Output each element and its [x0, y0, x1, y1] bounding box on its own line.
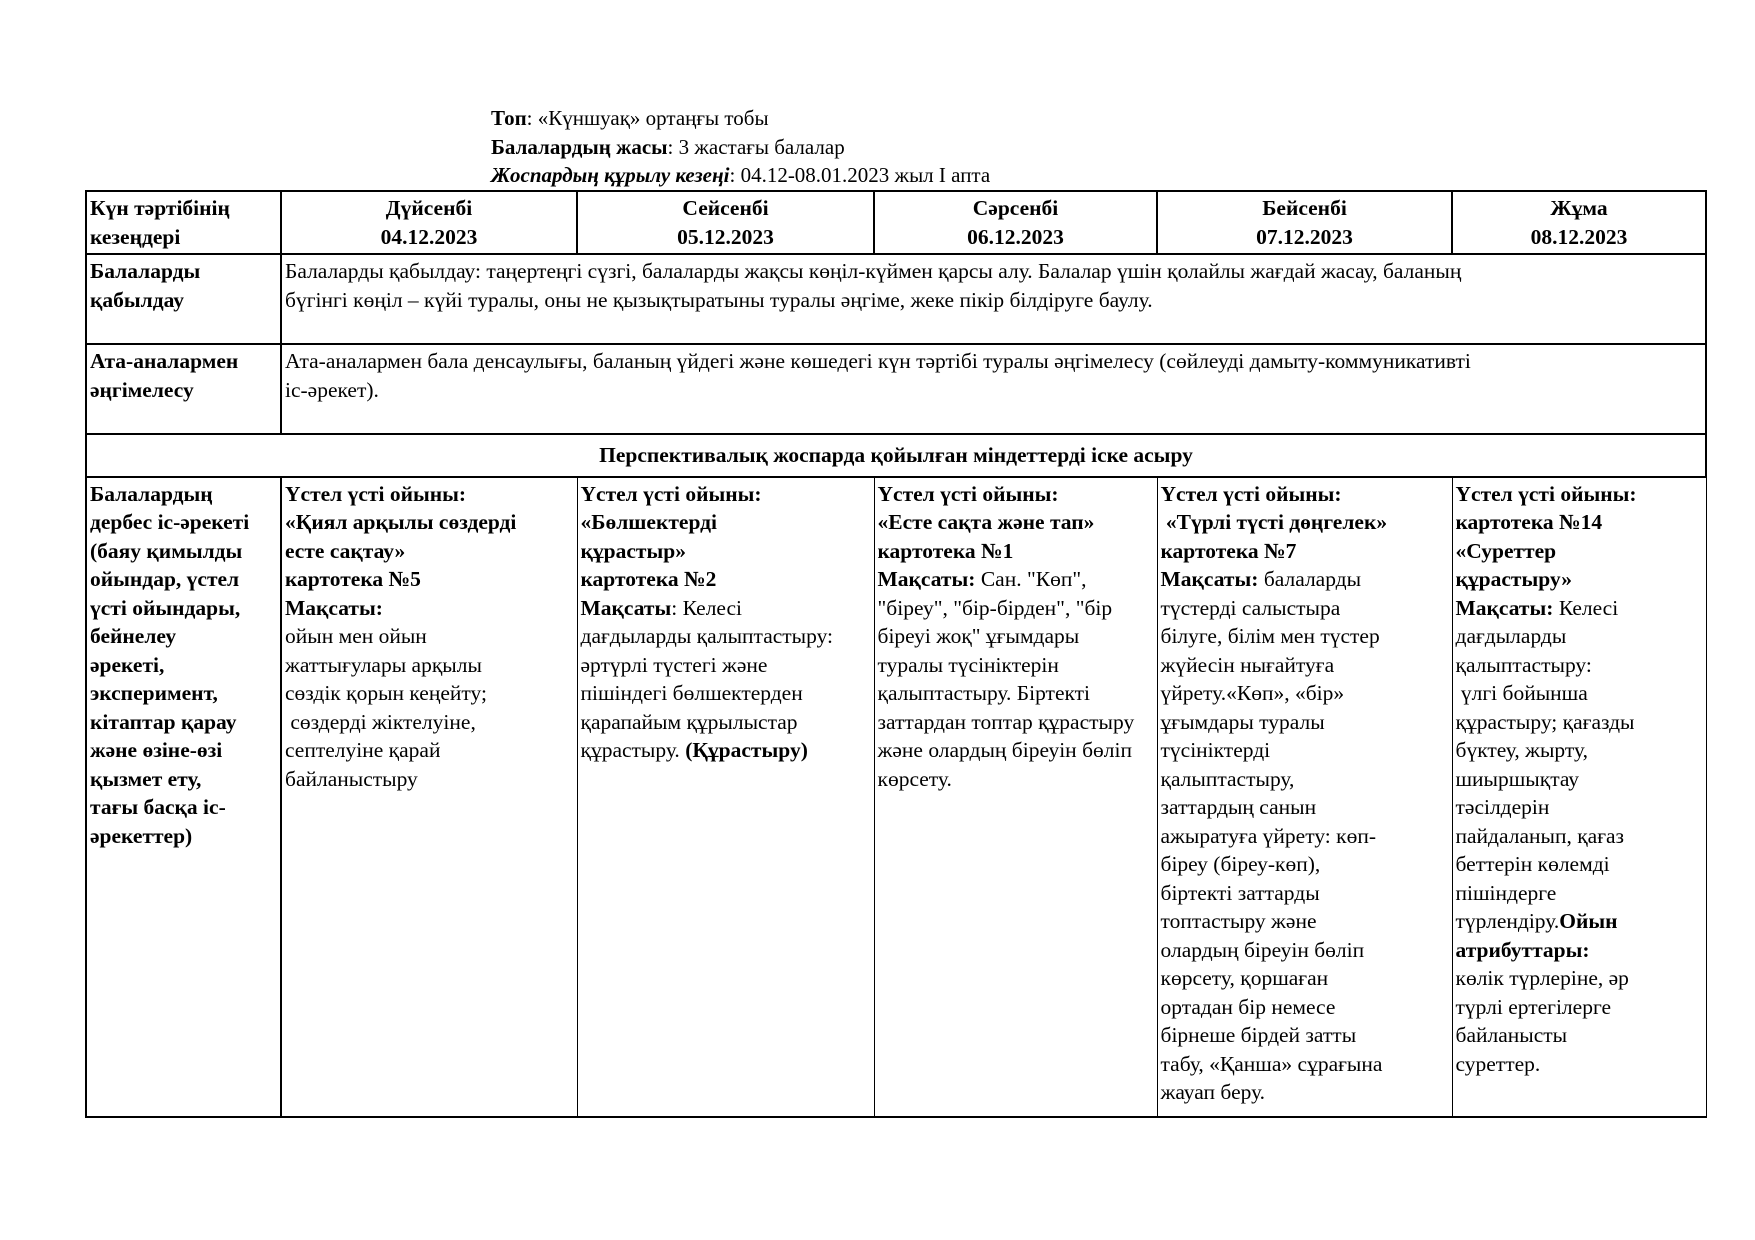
parents-label: Ата-аналармен әңгімелесу	[86, 344, 281, 434]
thursday-activity: Үстел үсті ойыны: «Түрлі түсті дөңгелек» картотека №7 Мақсаты: балаларды түстерді салыстыра білуге, білім мен түстер жүйесін нығайтуға үйрету.«Көп», «бір» ұғымдары туралы түсініктерді қалыптастыру, заттардың санын ажыратуға үйрету: көп- біреу (біреу-көп), біртекті заттарды топтастыру және олардың біреуін бөліп көрсету, қоршаған ортадан бір немесе бірнеше бірдей затты табу, «Қанша» сұрағына жауап беру.	[1157, 477, 1452, 1117]
day-header-monday: Дүйсенбі 04.12.2023	[281, 191, 577, 254]
group-value: : «Күншуақ» ортаңғы тобы	[526, 106, 769, 130]
corner-cell: Күн тәртібінің кезеңдері	[86, 191, 281, 254]
period-label: Жоспардың құрылу кезеңі	[491, 163, 730, 187]
wednesday-activity: Үстел үсті ойыны: «Есте сақта және тап» картотека №1 Мақсаты: Сан. "Көп", "біреу", "бір-бірден", "бір біреуі жоқ" ұғымдары туралы түсініктерін қалыптастыру. Біртекті заттардан топтар құрастыру және олардың біреуін бөліп көрсету.	[874, 477, 1157, 1117]
day-header-wednesday: Сәрсенбі 06.12.2023	[874, 191, 1157, 254]
period-line	[491, 161, 990, 190]
day-header-thursday: Бейсенбі 07.12.2023	[1157, 191, 1452, 254]
monday-activity: Үстел үсті ойыны: «Қиял арқылы сөздерді есте сақтау» картотека №5 Мақсаты: ойын мен ойын жаттығулары арқылы сөздік қорын кеңейту; сөздерді жіктелуіне, септелуіне қарай байланыстыру	[281, 477, 577, 1117]
group-line	[491, 104, 990, 133]
reception-label: Балаларды қабылдау	[86, 254, 281, 344]
friday-activity: Үстел үсті ойыны: картотека №14 «Суреттер құрастыру» Мақсаты: Келесі дағдыларды қалыптастыру: үлгі бойынша құрастыру; қағазды бүктеу, жырту, шиыршықтау тәсілдерін пайдаланып, қағаз беттерін көлемді пішіндерге түрлендіру.Ойын атрибуттары: көлік түрлеріне, әр түрлі ертегілерге байланысты суреттер.	[1452, 477, 1706, 1117]
group-label: Топ	[491, 106, 527, 130]
age-value: : 3 жастағы балалар	[667, 134, 845, 159]
table-row-section	[86, 434, 1706, 477]
table-row-reception	[86, 254, 1706, 344]
section-title: Перспективалық жоспарда қойылған міндеттерді іске асыру	[86, 434, 1706, 477]
table-row-activity	[86, 477, 1706, 1117]
weekly-plan-table	[85, 190, 1707, 1118]
document-header	[491, 104, 990, 190]
parents-text: Ата-аналармен бала денсаулығы, баланың үйдегі және көшедегі күн тәртібі туралы әңгімелесу (сөйлеуді дамыту-коммуникативті іс-әрекет).	[281, 344, 1706, 434]
tuesday-activity: Үстел үсті ойыны: «Бөлшектерді құрастыр» картотека №2 Мақсаты: Келесі дағдыларды қалыптастыру: әртүрлі түстегі және пішіндегі бөлшектерден қарапайым құрылыстар құрастыру. (Құрастыру)	[577, 477, 874, 1117]
table-row-parents	[86, 344, 1706, 434]
day-header-tuesday: Сейсенбі 05.12.2023	[577, 191, 874, 254]
reception-text: Балаларды қабылдау: таңертеңгі сүзгі, балаларды жақсы көңіл-күймен қарсы алу. Балалар үшін қолайлы жағдай жасау, баланың бүгінгі көңіл – күйі туралы, оны не қызықтыратыны туралы әңгіме, жеке пікір білдіруге баулу.	[281, 254, 1706, 344]
age-line	[491, 133, 990, 162]
activity-label: Балалардың дербес іс-әрекеті (баяу қимылды ойындар, үстел үсті ойындары, бейнелеу әрекеті, эксперимент, кітаптар қарау және өзіне-өзі қызмет ету, тағы басқа іс- әрекеттер)	[86, 477, 281, 1117]
period-value: : 04.12-08.01.2023 жыл І апта	[729, 163, 991, 187]
day-header-friday: Жұма 08.12.2023	[1452, 191, 1706, 254]
age-label: Балалардың жасы	[491, 134, 668, 159]
table-header-row	[86, 191, 1706, 254]
